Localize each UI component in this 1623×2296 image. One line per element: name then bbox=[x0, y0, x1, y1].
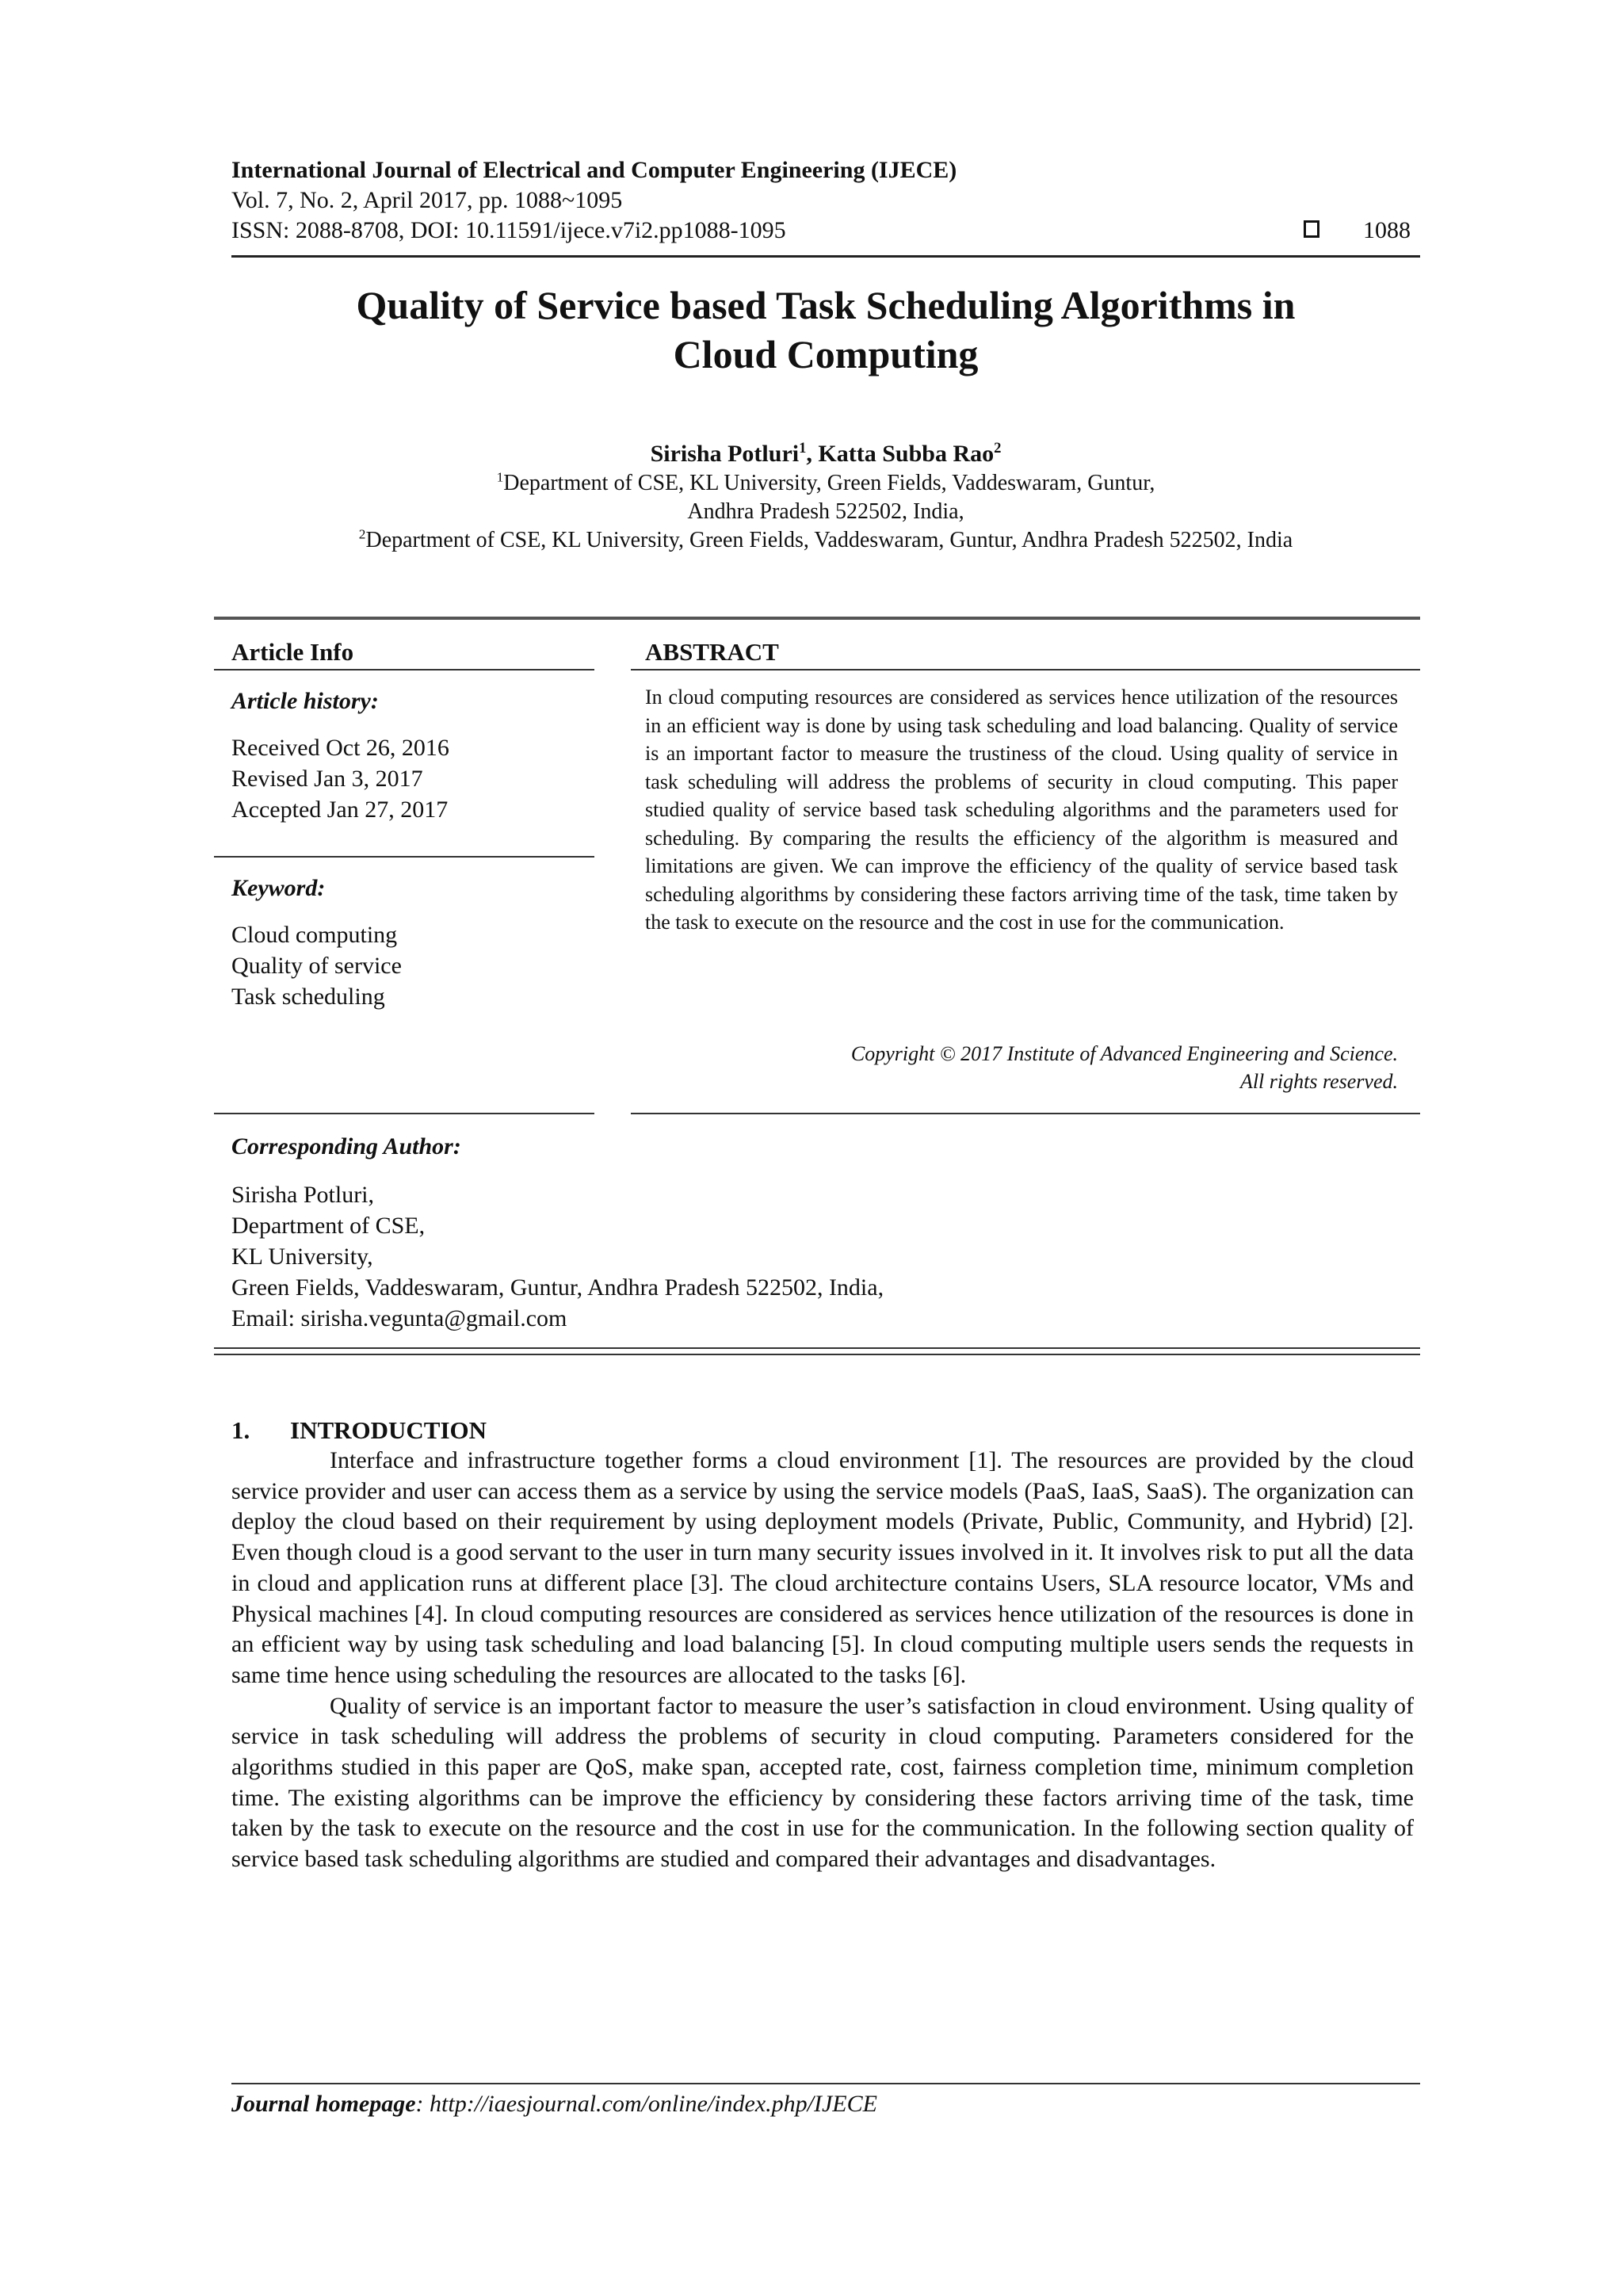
author-separator: , bbox=[806, 441, 819, 467]
corresponding-author-heading: Corresponding Author: bbox=[231, 1133, 461, 1159]
article-info-heading: Article Info bbox=[231, 638, 354, 666]
copyright-line-2: All rights reserved. bbox=[1239, 1070, 1398, 1093]
homepage-label: Journal homepage bbox=[231, 2091, 416, 2117]
affiliation-1-text: Department of CSE, KL University, Green Fields, Vaddeswaram, Guntur, bbox=[503, 471, 1155, 495]
abstract-rule bbox=[631, 669, 1420, 670]
journal-homepage bbox=[231, 2089, 877, 2119]
accepted-date: Accepted Jan 27, 2017 bbox=[231, 797, 449, 823]
author-2-mark: 2 bbox=[994, 440, 1002, 457]
affiliation-1-line-2: Andhra Pradesh 522502, India, bbox=[687, 499, 964, 524]
affiliation-2 bbox=[231, 526, 1420, 555]
introduction-paragraph-2: Quality of service is an important factor to measure the user’s satisfaction in cloud environment. Using quality of service in task scheduling will address the problems of security in cloud computing. Parameters considered for the algorithms studied in this paper are QoS, make span, accepted rate, cost, fairness completion time, minimum completion time. The existing algorithms can be improve the efficiency by considering these factors arriving time of the task, time taken by the task to execute on the resource and the cost in use for the communication. In the following section quality of service based task scheduling algorithms are studied and compared their advantages and disadvantages. bbox=[231, 1692, 1414, 1873]
paper-title-line-1: Quality of Service based Task Scheduling Algorithms in bbox=[356, 283, 1296, 327]
history-rule bbox=[214, 856, 594, 858]
corresponding-author-details bbox=[231, 1179, 884, 1334]
page-number: 1088 bbox=[1363, 217, 1411, 243]
corresponding-name: Sirisha Potluri, bbox=[231, 1182, 375, 1208]
author-1: Sirisha Potluri bbox=[650, 441, 800, 467]
article-info-rule bbox=[214, 669, 594, 670]
corresponding-department: Department of CSE, bbox=[231, 1213, 426, 1239]
journal-issn-doi: ISSN: 2088-8708, DOI: 10.11591/ijece.v7i2.pp1088-1095 bbox=[231, 217, 786, 243]
journal-name: International Journal of Electrical and Computer Engineering (IJECE) bbox=[231, 157, 957, 183]
introduction-heading bbox=[231, 1415, 487, 1446]
homepage-link[interactable]: http://iaesjournal.com/online/index.php/IJECE bbox=[430, 2091, 877, 2117]
corresponding-university: KL University, bbox=[231, 1244, 373, 1270]
keyword-item: Cloud computing bbox=[231, 922, 398, 948]
article-history-heading: Article history: bbox=[231, 688, 379, 714]
abstract-heading: ABSTRACT bbox=[645, 638, 779, 666]
copyright-line-1: Copyright © 2017 Institute of Advanced Engineering and Science. bbox=[850, 1042, 1398, 1065]
footer-rule bbox=[231, 2083, 1420, 2084]
affiliation-2-text: Department of CSE, KL University, Green Fields, Vaddeswaram, Guntur, Andhra Pradesh 522502, India bbox=[365, 528, 1293, 552]
journal-volume: Vol. 7, No. 2, April 2017, pp. 1088~1095 bbox=[231, 187, 623, 213]
author-list bbox=[231, 439, 1420, 469]
keyword-item: Task scheduling bbox=[231, 984, 385, 1010]
homepage-colon: : bbox=[415, 2091, 430, 2117]
front-matter-end-rule bbox=[214, 1347, 1420, 1355]
square-bullet-icon bbox=[1304, 220, 1319, 238]
author-2: Katta Subba Rao bbox=[818, 441, 995, 467]
affiliation-2-mark: 2 bbox=[358, 526, 366, 542]
keyword-list bbox=[231, 919, 402, 1012]
header-rule bbox=[231, 255, 1420, 258]
introduction-paragraph-1: Interface and infrastructure together forms a cloud environment [1]. The resources are provided by the cloud service provider and user can access them as a service by using the service models (PaaS, IaaS, SaaS). The organization can deploy the cloud based on their requirement by using deployment models (Private, Public, Community, and Hybrid) [2]. Even though cloud is a good servant to the user in turn many security issues involved in it. It involves risk to put all the data in cloud and application runs at different place [3]. The cloud architecture contains Users, SLA resource locator, VMs and Physical machines [4]. In cloud computing resources are considered as services hence utilization of the resources is done in an efficient way by using task scheduling and load balancing [5]. In cloud computing multiple users sends the requests in same time hence using scheduling the resources are allocated to the tasks [6]. bbox=[231, 1447, 1414, 1688]
section-title: INTRODUCTION bbox=[290, 1416, 487, 1444]
abstract-bottom-rule bbox=[631, 1113, 1420, 1114]
abstract-text: In cloud computing resources are considered as services hence utilization of the resources in an efficient way is done by using task scheduling and load balancing. Quality of service is an important factor to measure the trustiness of the cloud. Using quality of service in task scheduling will address the problems of security in cloud computing. This paper studied quality of service based task scheduling algorithms and the parameters used for scheduling. By comparing the results the efficiency of the algorithm is measured and limitations are given. We can improve the efficiency of the quality of service based task scheduling algorithms by considering these factors arriving time of the task, time taken by the task to execute on the resource and the cost in use for the communication. bbox=[645, 686, 1398, 934]
author-1-mark: 1 bbox=[799, 440, 807, 457]
article-history-dates bbox=[231, 732, 449, 825]
info-bottom-rule bbox=[214, 1113, 594, 1114]
affiliation-1-mark: 1 bbox=[496, 469, 504, 485]
corresponding-address: Green Fields, Vaddeswaram, Guntur, Andhra Pradesh 522502, India, bbox=[231, 1274, 884, 1301]
revised-date: Revised Jan 3, 2017 bbox=[231, 766, 423, 792]
received-date: Received Oct 26, 2016 bbox=[231, 735, 449, 761]
copyright-notice bbox=[645, 1040, 1398, 1095]
introduction-body bbox=[231, 1446, 1414, 1875]
keyword-item: Quality of service bbox=[231, 953, 402, 979]
corresponding-email[interactable]: Email: sirisha.vegunta@gmail.com bbox=[231, 1305, 567, 1331]
info-top-rule bbox=[214, 617, 1420, 620]
section-number: 1. bbox=[231, 1416, 250, 1444]
paper-title-line-2: Cloud Computing bbox=[673, 332, 979, 376]
affiliation-1-line-1 bbox=[231, 469, 1420, 498]
keyword-heading: Keyword: bbox=[231, 875, 326, 901]
